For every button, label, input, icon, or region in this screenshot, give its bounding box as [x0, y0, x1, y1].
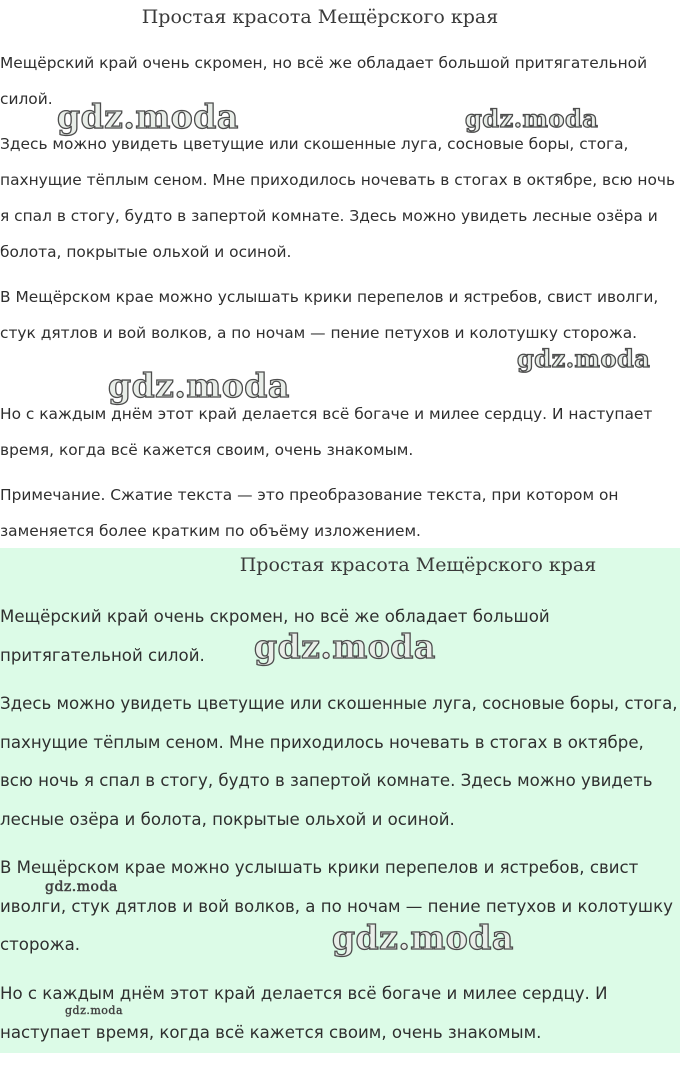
watermark-logo: gdz.moda	[65, 1004, 124, 1017]
paragraph-1: Мещёрский край очень скромен, но всё же обладает большой притягательной силой.	[0, 54, 648, 108]
paragraph-3: В Мещёрском крае можно услышать крики перепелов и ястребов, свист иволги, стук дятлов и вой волков, а по ночам — пение петухов и колотушку сторожа.	[0, 288, 659, 342]
note-paragraph: Примечание. Сжатие текста — это преобразование текста, при котором он заменяется более кратким по объёму изложением.	[0, 486, 619, 540]
compressed-paragraph-4: Но с каждым днём этот край делается всё богаче и милее сердцу. И наступает время, когда всё кажется своим, очень знакомым.	[0, 984, 608, 1042]
watermark-logo: gdz.moda	[45, 879, 118, 895]
compressed-paragraph-1: Мещёрский край очень скромен, но всё же обладает большой притягательной силой.	[0, 607, 550, 665]
watermark-logo: gdz.moda	[57, 97, 239, 136]
watermark-logo: gdz.moda	[517, 344, 651, 373]
compressed-paragraph-3: В Мещёрском крае можно услышать крики перепелов и ястребов, свист иволги, стук дятлов и вой волков, а по ночам — пение петухов и колотушку сторожа.	[0, 858, 673, 954]
page-title: Простая красота Мещёрского края	[141, 6, 499, 28]
paragraph-2: Здесь можно увидеть цветущие или скошенные луга, сосновые боры, стога, пахнущие тёплым сеном. Мне приходилось ночевать в стогах в октябре, всю ночь я спал в стогу, будто в запертой комнате. Здесь можно увидеть лесные озёра и болота, покрытые ольхой и осиной.	[0, 135, 676, 261]
compressed-title: Простая красота Мещёрского края	[239, 554, 597, 576]
compressed-text-section	[0, 548, 680, 1053]
watermark-logo: gdz.moda	[465, 104, 599, 133]
watermark-logo: gdz.moda	[108, 366, 290, 405]
watermark-logo: gdz.moda	[254, 627, 436, 666]
paragraph-4: Но с каждым днём этот край делается всё богаче и милее сердцу. И наступает время, когда всё кажется своим, очень знакомым.	[0, 405, 653, 459]
compressed-paragraph-2: Здесь можно увидеть цветущие или скошенные луга, сосновые боры, стога, пахнущие тёплым сеном. Мне приходилось ночевать в стогах в октябре, всю ночь я спал в стогу, будто в запертой комнате. Здесь можно увидеть лесные озёра и болота, покрытые ольхой и осиной.	[0, 694, 678, 829]
watermark-logo: gdz.moda	[332, 918, 514, 957]
